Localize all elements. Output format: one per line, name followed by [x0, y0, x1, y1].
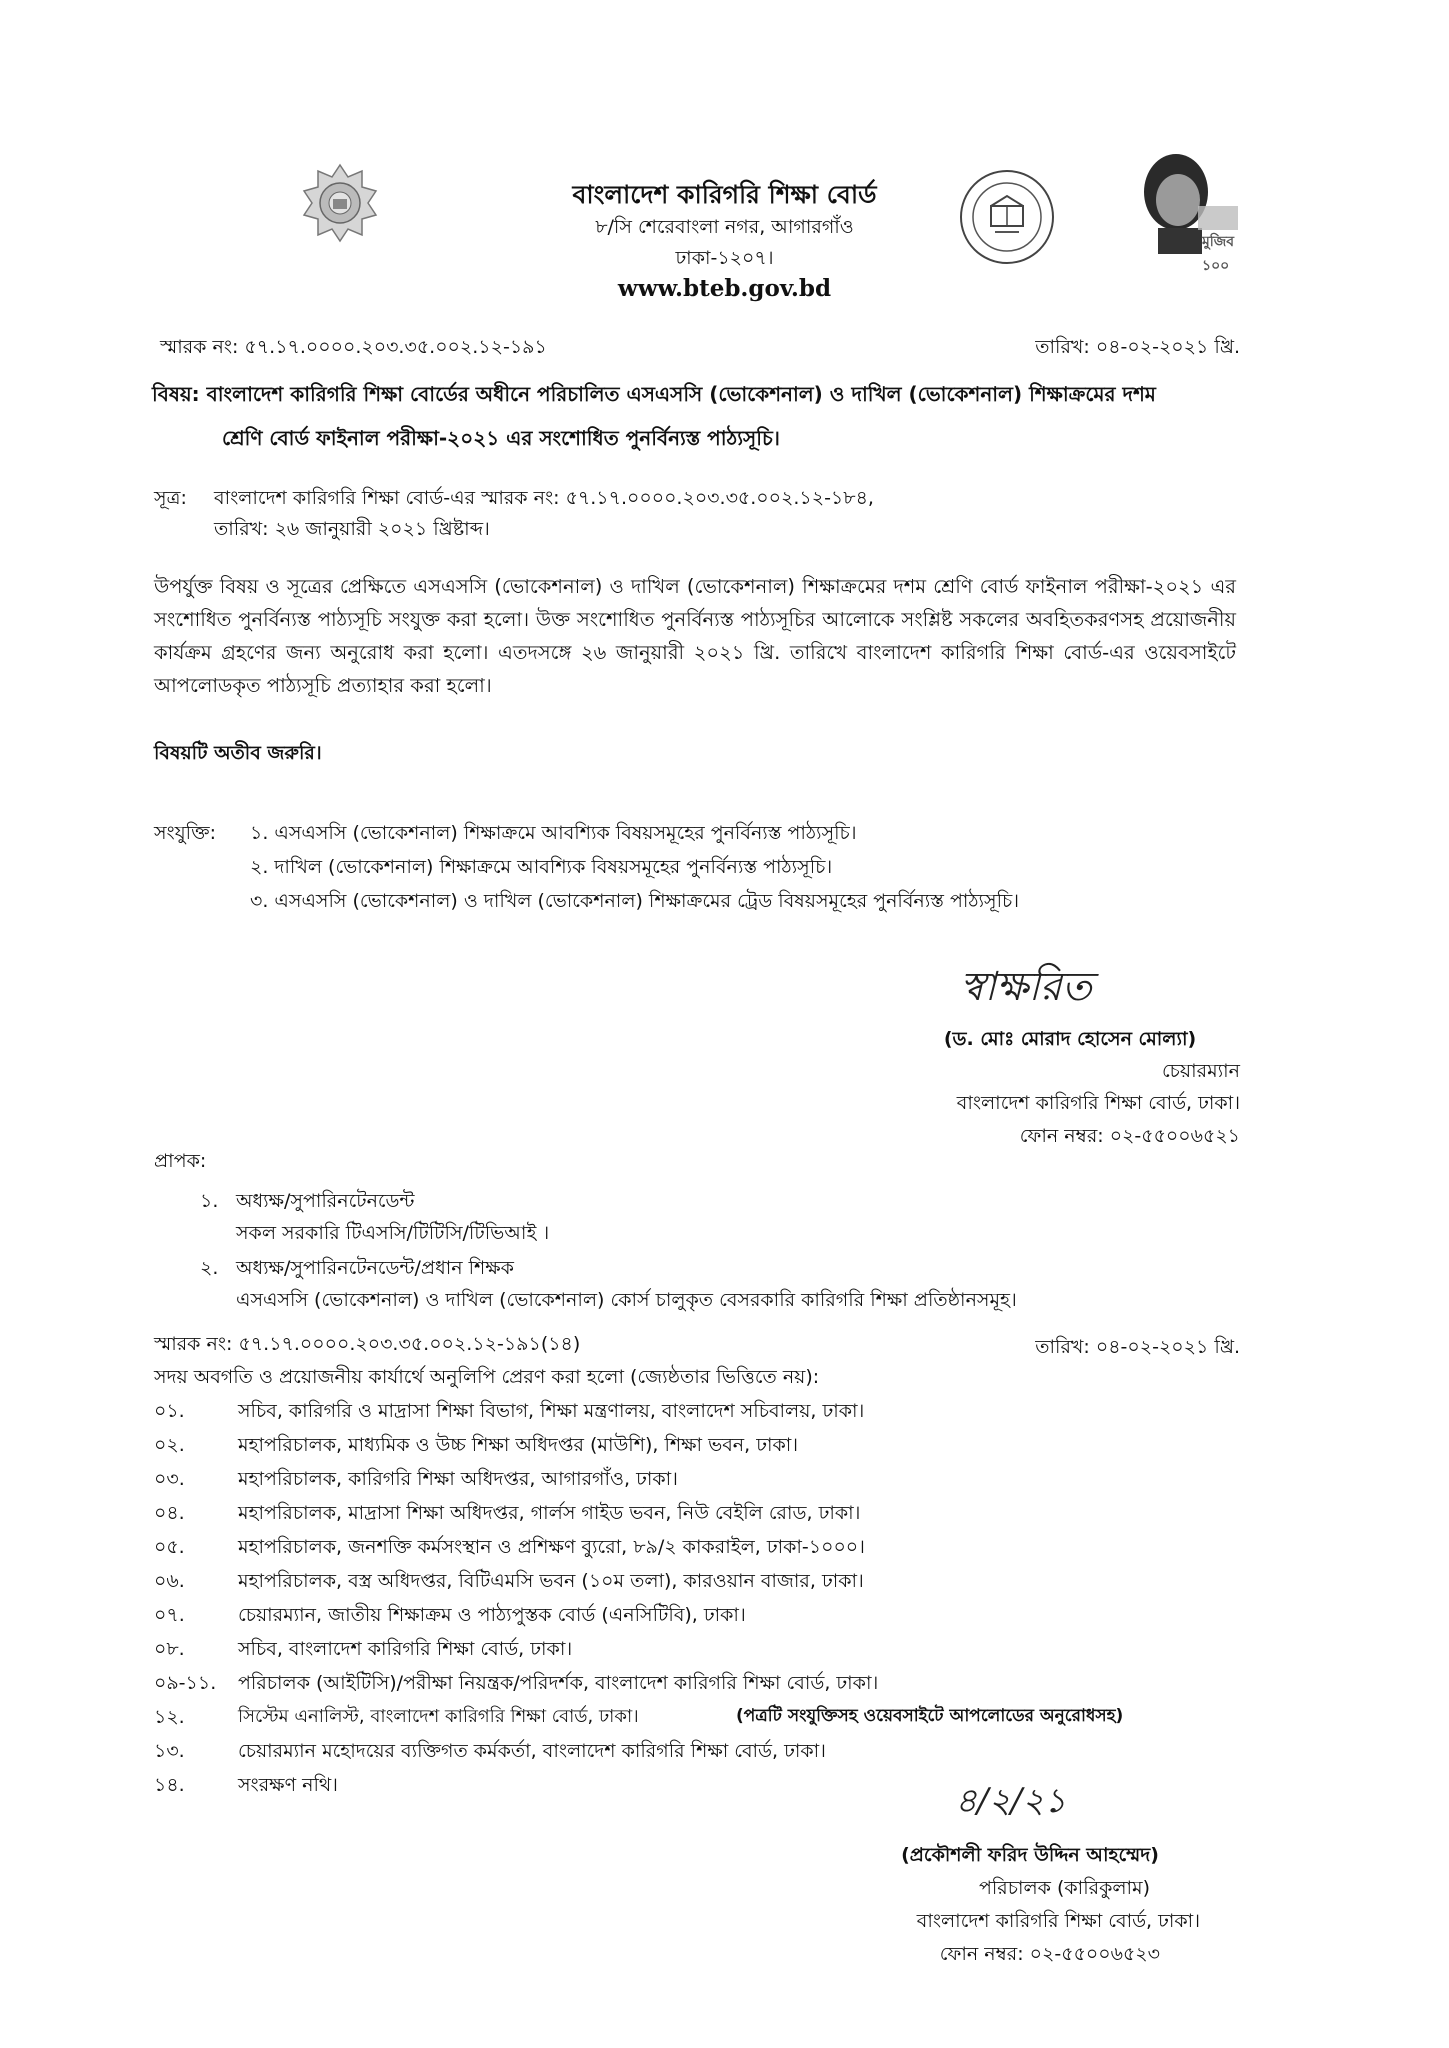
recipients-label: প্রাপক:	[154, 1150, 207, 1172]
attachment-item: ১. এসএসসি (ভোকেশনাল) শিক্ষাক্রমে আবশ্যিক বিষয়সমূহের পুনর্বিন্যস্ত পাঠ্যসূচি।	[250, 822, 857, 844]
list-item-number: ০৯-১১.	[154, 1672, 217, 1694]
signatory2-title: পরিচালক (কারিকুলাম)	[978, 1877, 1150, 1899]
recipient-number: ১.	[200, 1190, 219, 1212]
list-item-text: সংরক্ষণ নথি।	[238, 1774, 338, 1796]
list-item-text: পরিচালক (আইটিসি)/পরীক্ষা নিয়ন্ত্রক/পরিদর্শক, বাংলাদেশ কারিগরি শিক্ষা বোর্ড, ঢাকা।	[238, 1672, 879, 1694]
list-item-text: মহাপরিচালক, কারিগরি শিক্ষা অধিদপ্তর, আগারগাঁও, ঢাকা।	[238, 1468, 678, 1490]
copy-intro: সদয় অবগতি ও প্রয়োজনীয় কার্যার্থে অনুলিপি প্রেরণ করা হলো (জ্যেষ্ঠতার ভিত্তিতে নয়):	[154, 1366, 820, 1388]
list-item-text: সচিব, কারিগরি ও মাদ্রাসা শিক্ষা বিভাগ, শিক্ষা মন্ত্রণালয়, বাংলাদেশ সচিবালয়, ঢাকা।	[238, 1400, 865, 1422]
signatory1-title: চেয়ারম্যান	[1161, 1060, 1240, 1082]
signatory1-name: (ড. মোঃ মোরাদ হোসেন মোল্যা)	[943, 1028, 1197, 1050]
list-item-text: মহাপরিচালক, মাদ্রাসা শিক্ষা অধিদপ্তর, গার্লস গাইড ভবন, নিউ বেইলি রোড, ঢাকা।	[238, 1502, 861, 1524]
address-line-1: ৮/সি শেরেবাংলা নগর, আগারগাঁও	[595, 216, 854, 238]
list-item-number: ০২.	[154, 1434, 185, 1456]
list-item-number: ০৬.	[154, 1570, 185, 1592]
subject-line-1: বিষয়: বাংলাদেশ কারিগরি শিক্ষা বোর্ডের অধীনে পরিচালিত এসএসসি (ভোকেশনাল) ও দাখিল (ভোকেশনাল) শিক্ষাক্রমের দশম	[152, 382, 1156, 406]
org-name: বাংলাদেশ কারিগরি শিক্ষা বোর্ড	[572, 180, 877, 209]
director-signature-date: ৪/২/২১	[955, 1781, 1067, 1821]
source-line-1: বাংলাদেশ কারিগরি শিক্ষা বোর্ড-এর স্মারক নং: ৫৭.১৭.০০০০.২০৩.৩৫.০০২.১২-১৮৪,	[214, 487, 874, 509]
list-item-text: মহাপরিচালক, বস্ত্র অধিদপ্তর, বিটিএমসি ভবন (১০ম তলা), কারওয়ান বাজার, ঢাকা।	[238, 1570, 864, 1592]
signatory1-org: বাংলাদেশ কারিগরি শিক্ষা বোর্ড, ঢাকা।	[956, 1092, 1240, 1114]
list-item-number: ০৫.	[154, 1536, 185, 1558]
list-item-number: ১৩.	[154, 1740, 185, 1762]
signatory2-org: বাংলাদেশ কারিগরি শিক্ষা বোর্ড, ঢাকা।	[916, 1910, 1200, 1932]
chairman-signature	[960, 955, 1092, 1022]
memo-reference: স্মারক নং: ৫৭.১৭.০০০০.২০৩.৩৫.০০২.১২-১৯১	[160, 336, 547, 358]
list-item-text: সিস্টেম এনালিস্ট, বাংলাদেশ কারিগরি শিক্ষা বোর্ড, ঢাকা।	[238, 1706, 639, 1727]
signatory2-name: (প্রকৌশলী ফরিদ উদ্দিন আহম্মেদ)	[901, 1844, 1159, 1866]
subject-line-2: শ্রেণি বোর্ড ফাইনাল পরীক্ষা-২০২১ এর সংশোধিত পুনর্বিন্যস্ত পাঠ্যসূচি।	[222, 426, 780, 450]
attachment-item: ২. দাখিল (ভোকেশনাল) শিক্ষাক্রমে আবশ্যিক বিষয়সমূহের পুনর্বিন্যস্ত পাঠ্যসূচি।	[250, 856, 833, 878]
list-item-note: (পত্রটি সংযুক্তিসহ ওয়েবসাইটে আপলোডের অনুরোধসহ)	[736, 1706, 1124, 1726]
attachment-item: ৩. এসএসসি (ভোকেশনাল) ও দাখিল (ভোকেশনাল) শিক্ষাক্রমের ট্রেড বিষয়সমূহের পুনর্বিন্যস্ত পাঠ্যসূচি।	[250, 890, 1020, 912]
list-item-number: ০৩.	[154, 1468, 185, 1490]
recipient-line-1: অধ্যক্ষ/সুপারিনটেনডেন্ট	[236, 1190, 415, 1212]
list-item-number: ১২.	[154, 1706, 185, 1728]
list-item-text: মহাপরিচালক, জনশক্তি কর্মসংস্থান ও প্রশিক্ষণ ব্যুরো, ৮৯/২ কাকরাইল, ঢাকা-১০০০।	[238, 1536, 865, 1558]
signatory1-phone: ফোন নম্বর: ০২-৫৫০০৬৫২১	[1019, 1125, 1240, 1147]
list-item-text: চেয়ারম্যান মহোদয়ের ব্যক্তিগত কর্মকর্তা, বাংলাদেশ কারিগরি শিক্ষা বোর্ড, ঢাকা।	[238, 1740, 826, 1762]
list-item-text: সচিব, বাংলাদেশ কারিগরি শিক্ষা বোর্ড, ঢাকা।	[238, 1638, 573, 1660]
memo2-reference: স্মারক নং: ৫৭.১৭.০০০০.২০৩.৩৫.০০২.১২-১৯১(১৪)	[154, 1333, 581, 1355]
recipient-line-2: সকল সরকারি টিএসসি/টিটিসি/টিভিআই ।	[236, 1222, 550, 1244]
memo-date: তারিখ: ০৪-০২-২০২১ খ্রি.	[1035, 336, 1240, 358]
list-item-number: ১৪.	[154, 1774, 185, 1796]
director-signature	[955, 1775, 1066, 1832]
source-line-2: তারিখ: ২৬ জানুয়ারী ২০২১ খ্রিষ্টাব্দ।	[214, 518, 490, 540]
website-url: www.bteb.gov.bd	[617, 275, 832, 302]
chairman-signature-text: স্বাক্ষরিত	[960, 964, 1092, 1010]
list-item-text: চেয়ারম্যান, জাতীয় শিক্ষাক্রম ও পাঠ্যপুস্তক বোর্ড (এনসিটিবি), ঢাকা।	[238, 1604, 746, 1626]
address-line-2: ঢাকা-১২০৭।	[675, 247, 774, 269]
list-item-text: মহাপরিচালক, মাধ্যমিক ও উচ্চ শিক্ষা অধিদপ্তর (মাউশি), শিক্ষা ভবন, ঢাকা।	[238, 1434, 799, 1456]
mujib-100-text: মুজিব ১০০	[1202, 234, 1235, 274]
recipient-line-2: এসএসসি (ভোকেশনাল) ও দাখিল (ভোকেশনাল) কোর্স চালুকৃত বেসরকারি কারিগরি শিক্ষা প্রতিষ্ঠানসমূহ।	[236, 1289, 1017, 1311]
recipient-number: ২.	[200, 1257, 219, 1279]
attachments-label: সংযুক্তি:	[154, 822, 216, 844]
list-item-number: ০১.	[154, 1400, 185, 1422]
urgent-note: বিষয়টি অতীব জরুরি।	[154, 742, 322, 764]
list-item-number: ০৪.	[154, 1502, 185, 1524]
memo2-date: তারিখ: ০৪-০২-২০২১ খ্রি.	[1035, 1336, 1240, 1358]
list-item-number: ০৮.	[154, 1638, 185, 1660]
source-label: সূত্র:	[154, 487, 187, 509]
list-item-number: ০৭.	[154, 1604, 185, 1626]
signatory2-phone: ফোন নম্বর: ০২-৫৫০০৬৫২৩	[939, 1943, 1160, 1965]
recipient-line-1: অধ্যক্ষ/সুপারিনটেনডেন্ট/প্রধান শিক্ষক	[236, 1257, 514, 1279]
body-paragraph: উপর্যুক্ত বিষয় ও সূত্রের প্রেক্ষিতে এসএসসি (ভোকেশনাল) ও দাখিল (ভোকেশনাল) শিক্ষাক্রমের দশম শ্রেণি বোর্ড ফাইনাল পরীক্ষা-২০২১ এর সংশোধিত পুনর্বিন্যস্ত পাঠ্যসূচি সংযুক্ত করা হলো। উক্ত সংশোধিত পুনর্বিন্যস্ত পাঠ্যসূচির আলোকে সংশ্লিষ্ট সকলের অবহিতকরণসহ প্রয়োজনীয় কার্যক্রম গ্রহণের জন্য অনুরোধ করা হলো। এতদসঙ্গে ২৬ জানুয়ারী ২০২১ খ্রি. তারিখে বাংলাদেশ কারিগরি শিক্ষা বোর্ড-এর ওয়েবসাইটে আপলোডকৃত পাঠ্যসূচি প্রত্যাহার করা হলো।	[154, 575, 1236, 697]
